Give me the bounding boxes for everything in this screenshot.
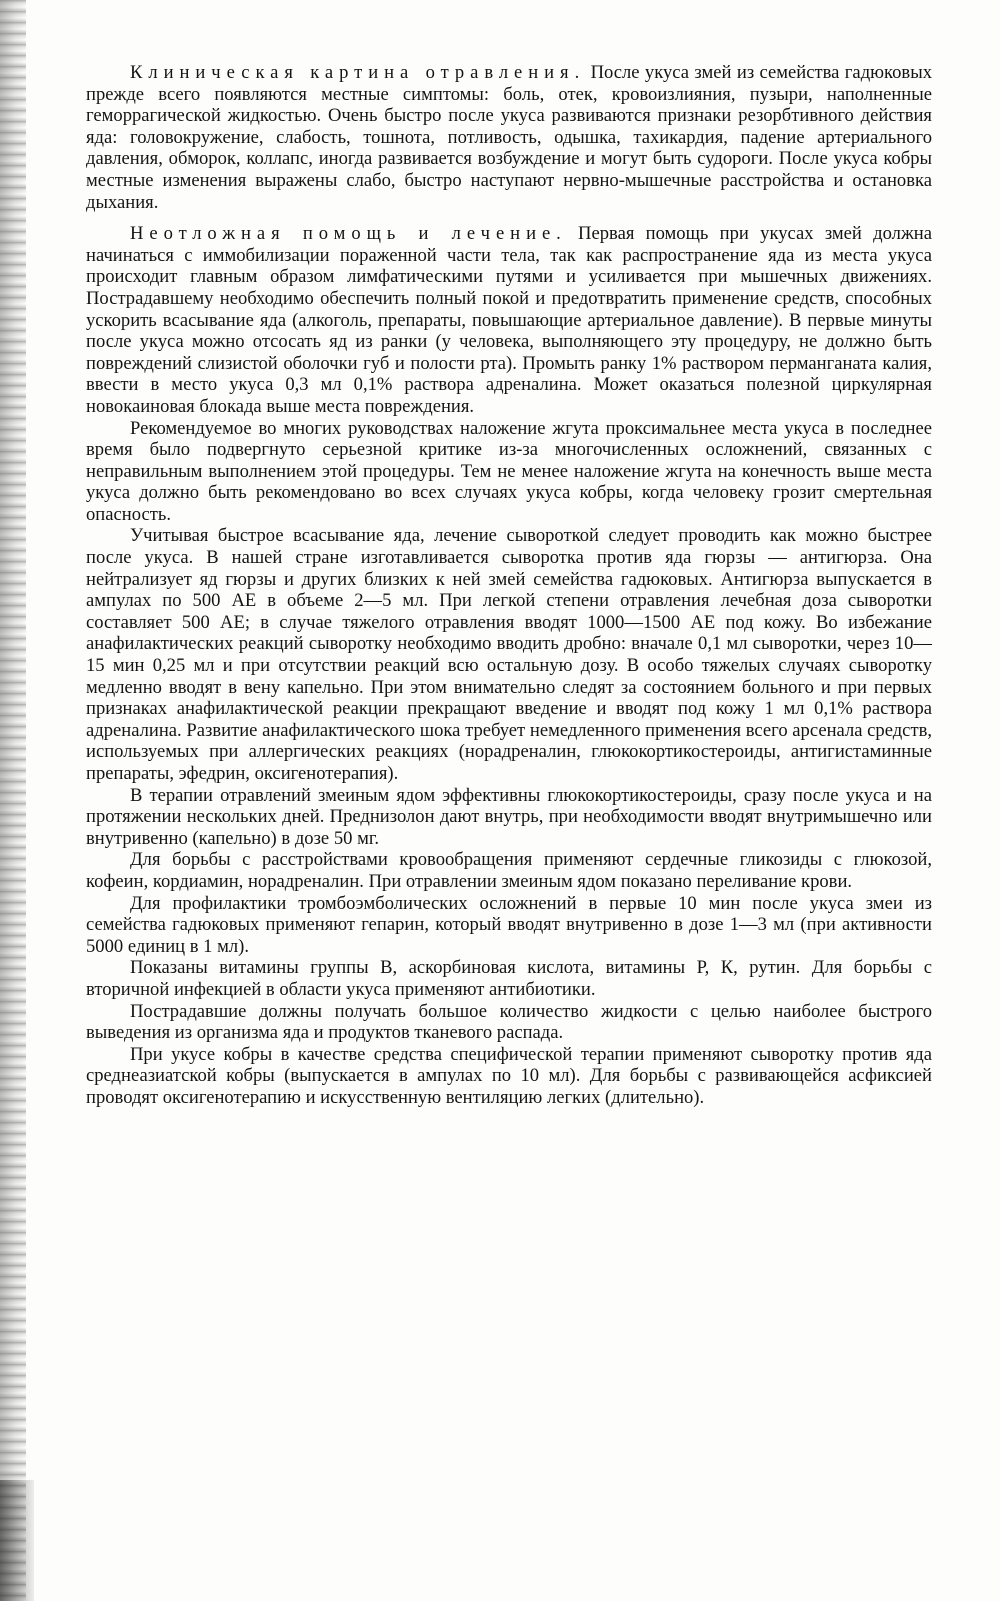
paragraph-vitamins: [86, 957, 932, 1000]
paragraph-thromboembolism: [86, 893, 932, 958]
paragraph-emergency-care: [86, 223, 932, 417]
paragraph-text: При укусе кобры в качестве средства специфической терапии применяют сыворотку против яда среднеазиатской кобры (выпускается в ампулах по 10 мл). Для борьбы с развивающейся асфиксией проводят оксигенотерапию и искусственную вентиляцию легких (длительно).: [86, 1043, 932, 1108]
paragraph-text: Показаны витамины группы В, аскорбиновая кислота, витамины Р, К, рутин. Для борьбы с вторичной инфекцией в области укуса применяют антибиотики.: [86, 957, 932, 1000]
paragraph-circulation: [86, 849, 932, 892]
paragraph-fluids: [86, 1001, 932, 1044]
paragraph-text: Первая помощь при укусах змей должна начинаться с иммобилизации пораженной части тела, так как распространение яда из места укуса происходит главным образом лимфатическими путями и усиливается при мышечных движениях. Пострадавшему необходимо обеспечить полный покой и предотвратить применение средств, способных ускорить всасывание яда (алкоголь, препараты, повышающие артериальное давление). В первые минуты после укуса можно отсосать яд из ранки (у человека, выполняющего эту процедуру, не должно быть повреждений слизистой оболочки губ и полости рта). Промыть ранку 1% раствором перманганата калия, ввести в место укуса 0,3 мл 0,1% раствора адреналина. Может оказаться полезной циркулярная новокаиновая блокада выше места повреждения.: [86, 223, 932, 417]
paragraph-text: Пострадавшие должны получать большое количество жидкости с целью наиболее быстрого выведения из организма яда и продуктов тканевого распада.: [86, 1000, 932, 1044]
paragraph-text: Для профилактики тромбоэмболических осложнений в первые 10 мин после укуса змеи из семейства гадюковых применяют гепарин, который вводят внутривенно в дозе 1—3 мл (при активности 5000 единиц в 1 мл).: [86, 892, 932, 957]
paragraph-text: Рекомендуемое во многих руководствах наложение жгута проксимальнее места укуса в последнее время было подвергнуто серьезной критике из-за многочисленных осложнений, связанных с неправильным выполнением этой процедуры. Тем не менее наложение жгута на конечность выше места укуса должно быть рекомендовано во всех случаях укуса кобры, когда человеку грозит смертельная опасность.: [86, 417, 932, 525]
paragraph-glucocorticoids: [86, 785, 932, 850]
paragraph-tourniquet: [86, 418, 932, 526]
body-text: [86, 62, 932, 1109]
section-heading-emergency-care: Неотложная помощь и лечение.: [130, 223, 567, 245]
paragraph-text: В терапии отравлений змеиным ядом эффективны глюкокортикостероиды, сразу после укуса и на протяжении нескольких дней. Преднизолон дают внутрь, при необходимости вводят внутримышечно или внутривенно (капельно) в дозе 50 мг.: [86, 784, 932, 849]
paragraph-text: Для борьбы с расстройствами кровообращения применяют сердечные гликозиды с глюкозой, кофеин, кордиамин, норадреналин. При отравлении змеиным ядом показано переливание крови.: [86, 849, 932, 892]
scan-binding-edge: [0, 0, 26, 1601]
paragraph-serum-therapy: [86, 525, 932, 784]
paragraph-text: После укуса змей из семейства гадюковых прежде всего появляются местные симптомы: боль, отек, кровоизлияния, пузыри, наполненные геморрагической жидкостью. Очень быстро после укуса развиваются признаки резорбтивного действия яда: головокружение, слабость, тошнота, потливость, одышка, тахикардия, падение артериального давления, обморок, коллапс, иногда развивается возбуждение и могут быть судороги. После укуса кобры местные изменения выражены слабо, быстро наступают нервно-мышечные расстройства и остановка дыхания.: [86, 62, 932, 213]
paragraph-text: Учитывая быстрое всасывание яда, лечение сывороткой следует проводить как можно быстрее после укуса. В нашей стране изготавливается сыворотка против яда гюрзы — антигюрза. Она нейтрализует яд гюрзы и других близких к ней змей семейства гадюковых. Антигюрза выпускается в ампулах по 500 АЕ в объеме 2—5 мл. При легкой степени отравления лечебная доза сыворотки составляет 500 АЕ; в случае тяжелого отравления вводят 1000—1500 АЕ под кожу. Во избежание анафилактических реакций сыворотку необходимо вводить дробно: вначале 0,1 мл сыворотки, через 10—15 мин 0,25 мл и при отсутствии реакций всю остальную дозу. В особо тяжелых случаях сыворотку медленно вводят в вену капельно. При этом внимательно следят за состоянием больного и при первых признаках анафилактической реакции прекращают введение и вводят под кожу 1 мл 0,1% раствора адреналина. Развитие анафилактического шока требует немедленного применения всего арсенала средств, используемых при аллергических реакциях (норадреналин, глюкокортикостероиды, антигистаминные препараты, эфедрин, оксигенотерапия).: [86, 525, 932, 784]
paragraph-clinical-picture: [86, 62, 932, 213]
paragraph-cobra-bite: [86, 1044, 932, 1109]
section-heading-clinical-picture: Клиническая картина отравления.: [130, 62, 586, 83]
scan-binding-shadow: [0, 1480, 34, 1601]
